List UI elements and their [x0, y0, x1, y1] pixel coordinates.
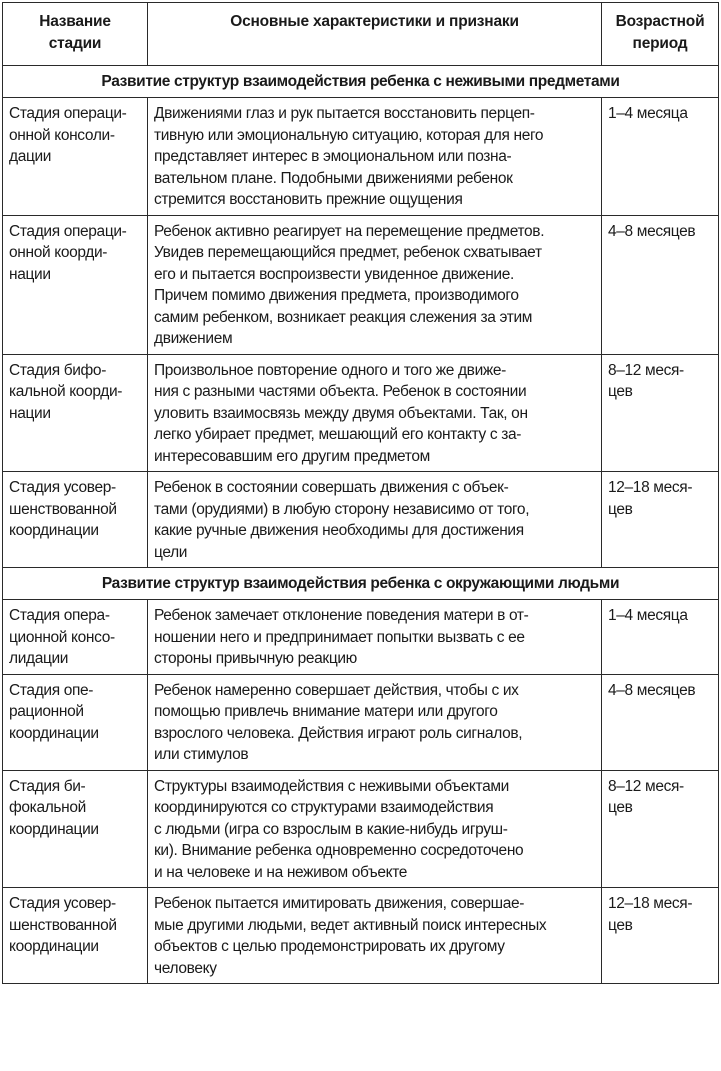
stage-name-cell: Стадия бифо- кальной коорди- нации: [3, 354, 148, 472]
stage-age-cell: 1–4 месяца: [602, 98, 719, 216]
stage-age-cell: 8–12 меся- цев: [602, 354, 719, 472]
header-stage-name: Название стадии: [3, 3, 148, 66]
stage-age-cell: 8–12 меся- цев: [602, 770, 719, 888]
section-title-people: Развитие структур взаимодействия ребенка с окружающими людьми: [3, 568, 719, 600]
stage-description-cell: Структуры взаимодействия с неживыми объектами координируются со структурами взаимодействия с людьми (игра со взрослым в какие-нибудь игруш- ки). Внимание ребенка одновременно сосредоточено и на человеке и на неживом объекте: [148, 770, 602, 888]
section-title-row: [3, 568, 719, 600]
stage-name-cell: Стадия усовер- шенствованной координации: [3, 888, 148, 984]
stage-age-cell: 12–18 меся- цев: [602, 472, 719, 568]
stage-description-cell: Ребенок в состоянии совершать движения с объек- тами (орудиями) в любую сторону независимо от того, какие ручные движения необходимы для достижения цели: [148, 472, 602, 568]
stage-description-cell: Ребенок пытается имитировать движения, совершае- мые другими людьми, ведет активный поиск интересных объектов с целью продемонстрировать их другому человеку: [148, 888, 602, 984]
table-row: [3, 215, 719, 354]
stage-name-cell: Стадия опера- ционной консо- лидации: [3, 600, 148, 675]
stage-name-cell: Стадия би- фокальной координации: [3, 770, 148, 888]
table-row: [3, 674, 719, 770]
table-row: [3, 472, 719, 568]
stage-description-cell: Ребенок активно реагирует на перемещение предметов. Увидев перемещающийся предмет, ребенок схватывает его и пытается воспроизвести увиденное движение. Причем помимо движения предмета, производимого самим ребенком, возникает реакция слежения за этим движением: [148, 215, 602, 354]
stage-name-cell: Стадия операци- онной коорди- нации: [3, 215, 148, 354]
section-title-objects: Развитие структур взаимодействия ребенка с неживыми предметами: [3, 66, 719, 98]
stage-description-cell: Ребенок намеренно совершает действия, чтобы с их помощью привлечь внимание матери или другого взрослого человека. Действия играют роль сигналов, или стимулов: [148, 674, 602, 770]
stage-age-cell: 1–4 месяца: [602, 600, 719, 675]
stage-age-cell: 4–8 месяцев: [602, 674, 719, 770]
stage-age-cell: 4–8 месяцев: [602, 215, 719, 354]
table-row: [3, 770, 719, 888]
header-row: [3, 3, 719, 66]
stage-description-cell: Движениями глаз и рук пытается восстановить перцеп- тивную или эмоциональную ситуацию, которая для него представляет интерес в эмоциональном или позна- вательном плане. Подобными движениями ребенок стремится восстановить прежние ощущения: [148, 98, 602, 216]
stage-description-cell: Произвольное повторение одного и того же движе- ния с разными частями объекта. Ребенок в состоянии уловить взаимосвязь между двумя объектами. Так, он легко убирает предмет, мешающий его контакту с за- интересовавшим его другим предметом: [148, 354, 602, 472]
stage-description-cell: Ребенок замечает отклонение поведения матери в от- ношении него и предпринимает попытки вызвать с ее стороны привычную реакцию: [148, 600, 602, 675]
header-characteristics: Основные характеристики и признаки: [148, 3, 602, 66]
section-title-row: [3, 66, 719, 98]
table-row: [3, 888, 719, 984]
table-row: [3, 354, 719, 472]
stages-table: [2, 2, 719, 984]
stage-age-cell: 12–18 меся- цев: [602, 888, 719, 984]
table-row: [3, 98, 719, 216]
stage-name-cell: Стадия усовер- шенствованной координации: [3, 472, 148, 568]
stage-name-cell: Стадия операци- онной консоли- дации: [3, 98, 148, 216]
table-row: [3, 600, 719, 675]
header-age-period: Возрастной период: [602, 3, 719, 66]
stage-name-cell: Стадия опе- рационной координации: [3, 674, 148, 770]
